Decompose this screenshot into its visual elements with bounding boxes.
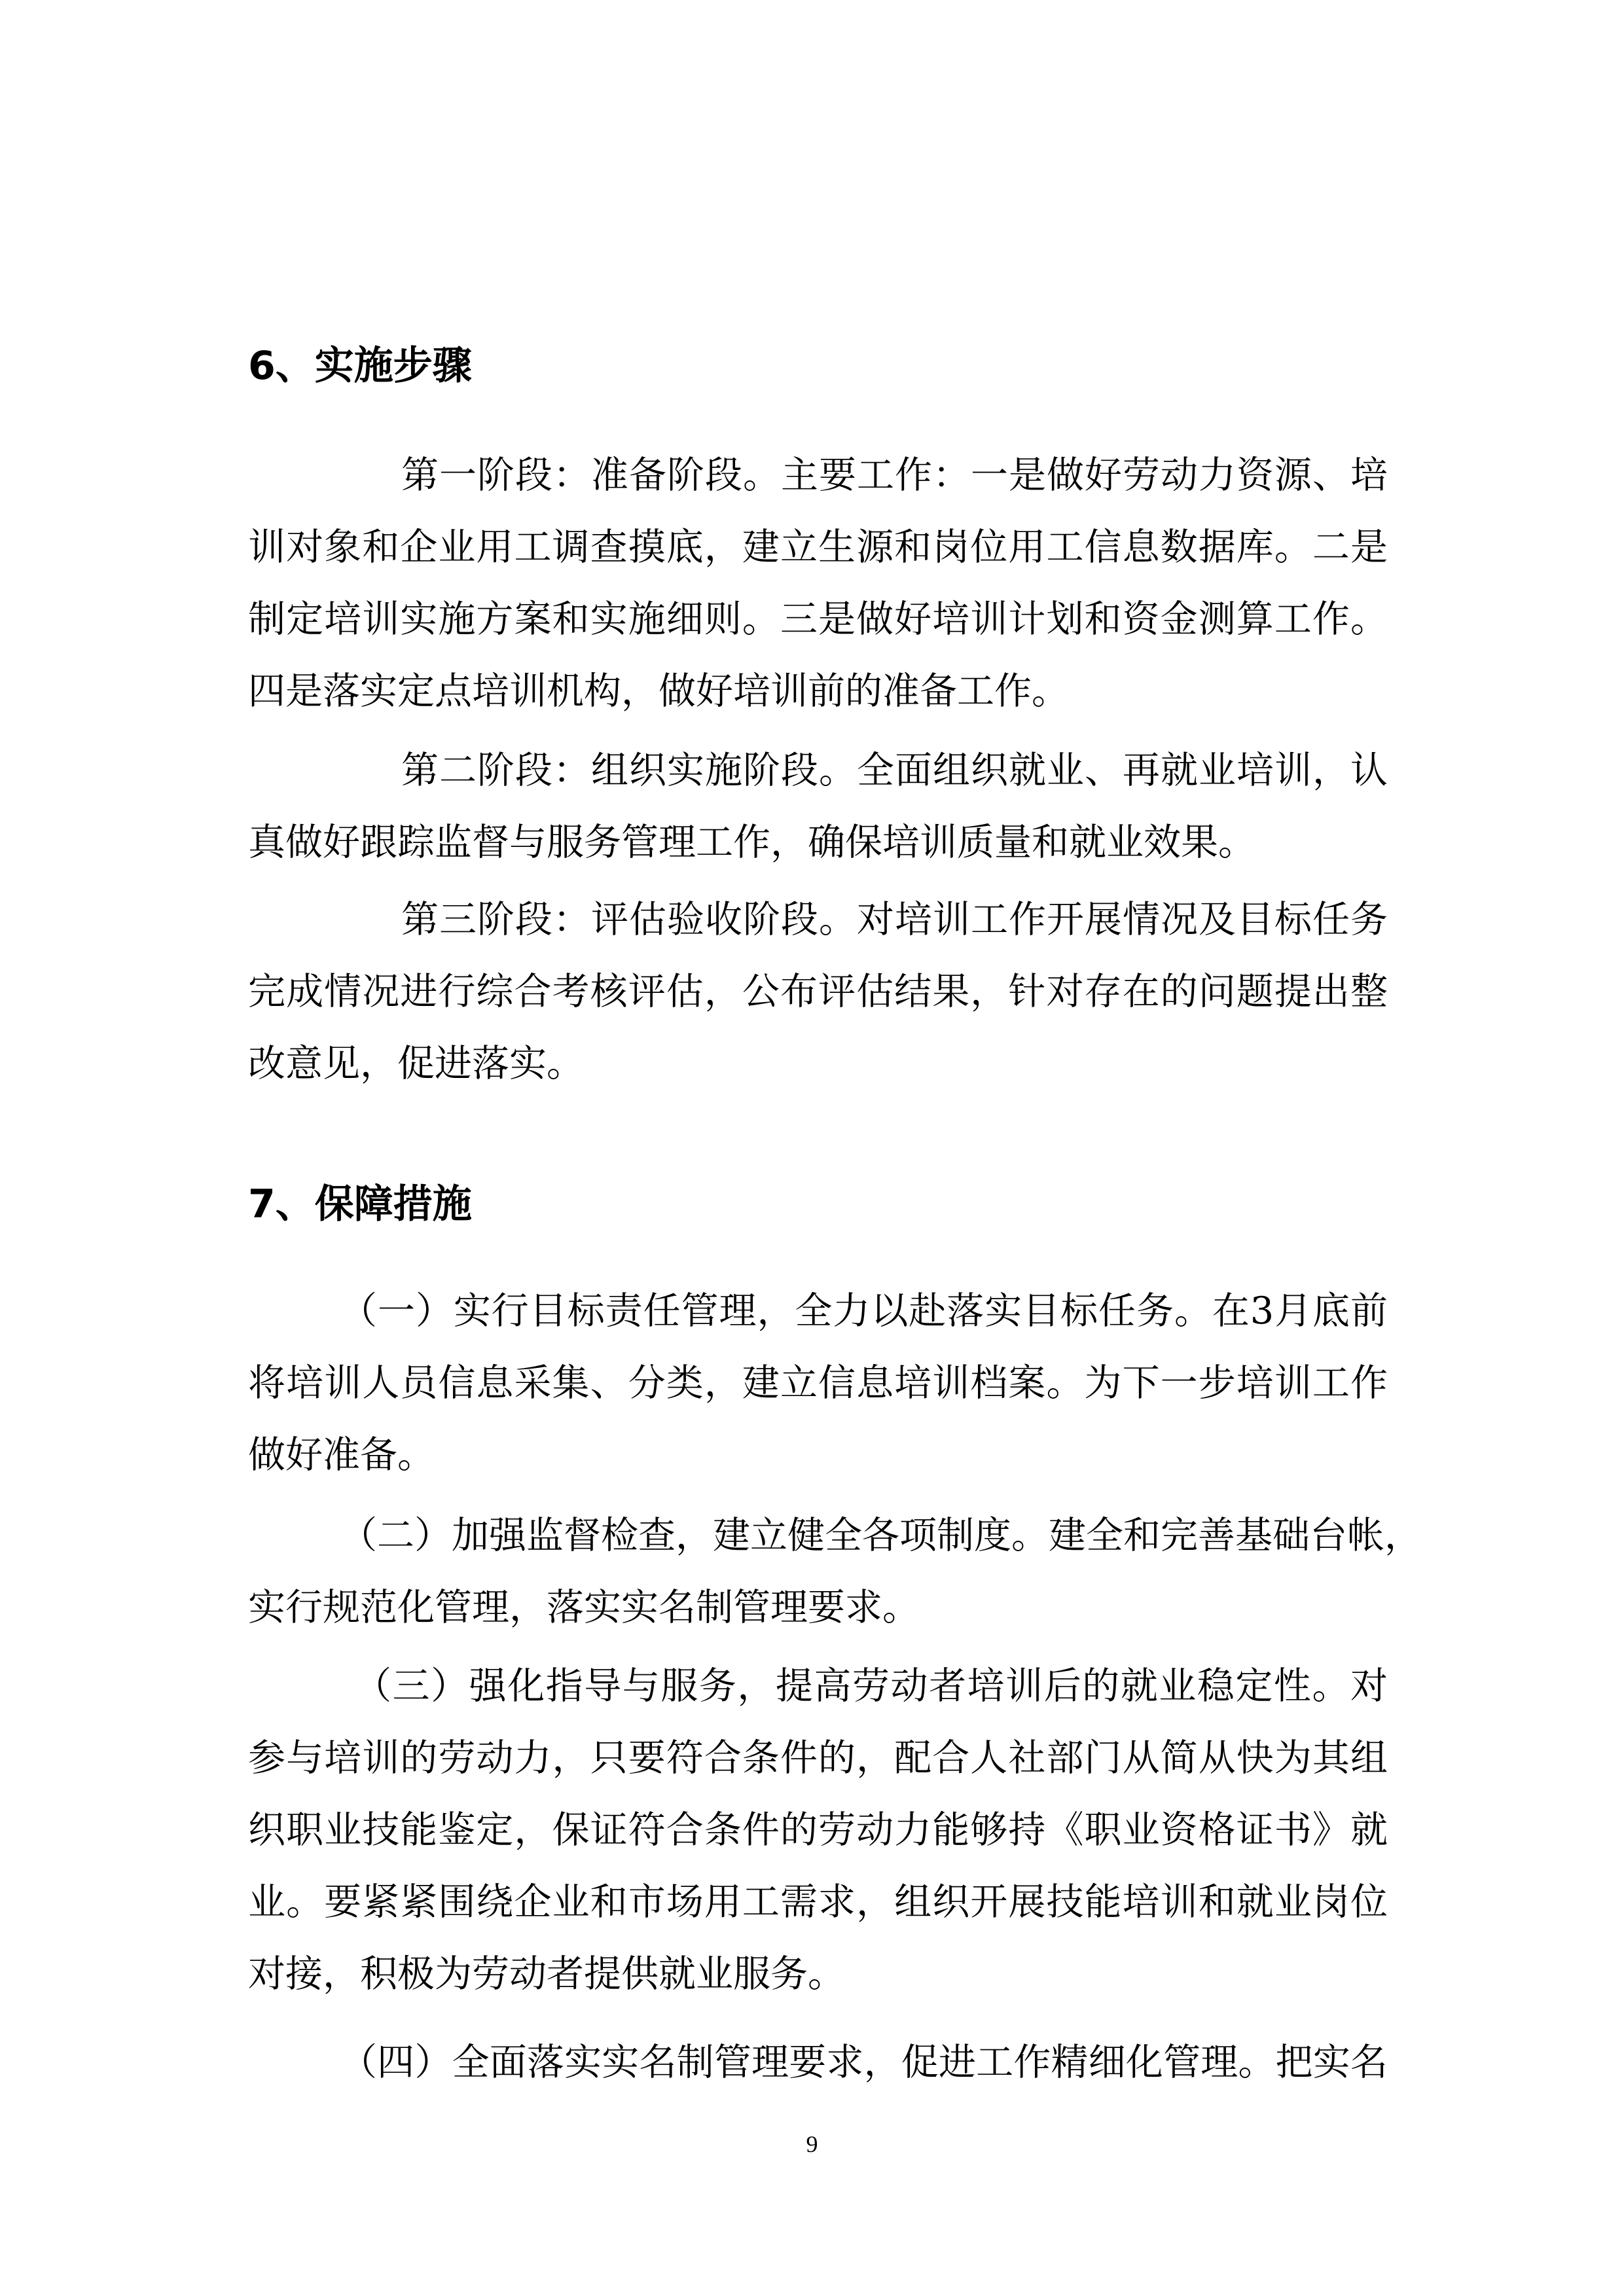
text-line: 实行规范化管理，落实实名制管理要求。: [248, 1586, 920, 1629]
text-line: 第一阶段：准备阶段。主要工作：一是做好劳动力资源、培: [401, 454, 1388, 497]
text-line: 对接，积极为劳动者提供就业服务。: [248, 1952, 845, 1996]
text-line: （三）强化指导与服务，提高劳动者培训后的就业稳定性。对: [354, 1664, 1388, 1708]
text-line: （一）实行目标责任管理，全力以赴落实目标任务。在3月底前: [340, 1289, 1388, 1333]
text-line: 织职业技能鉴定，保证符合条件的劳动力能够持《职业资格证书》就: [248, 1808, 1388, 1852]
paragraph-measure-4: [248, 2026, 1388, 2098]
text-line: 四是落实定点培训机构，做好培训前的准备工作。: [248, 670, 1069, 713]
text-line: 完成情况进行综合考核评估，公布评估结果，针对存在的问题提出整: [248, 970, 1388, 1013]
paragraph-stage-2: [248, 734, 1388, 878]
text-line: （四）全面落实实名制管理要求，促进工作精细化管理。把实名: [340, 2041, 1388, 2084]
text-line: 将培训人员信息采集、分类，建立信息培训档案。为下一步培训工作: [248, 1361, 1388, 1405]
text-line: 训对象和企业用工调查摸底，建立生源和岗位用工信息数据库。二是: [248, 526, 1388, 569]
text-line: 改意见，促进落实。: [248, 1042, 584, 1085]
paragraph-measure-1: [248, 1275, 1388, 1491]
paragraph-measure-3: [248, 1650, 1388, 2010]
text-line: 第二阶段：组织实施阶段。全面组织就业、再就业培训，认: [401, 749, 1388, 792]
section-heading-6: 6、实施步骤: [248, 343, 472, 389]
text-line: （二）加强监督检查，建立健全各项制度。建全和完善基础台帐，: [340, 1514, 1422, 1557]
paragraph-measure-2: [248, 1499, 1422, 1643]
text-line: 参与培训的劳动力，只要符合条件的，配合人社部门从简从快为其组: [248, 1736, 1388, 1780]
paragraph-stage-3: [248, 884, 1388, 1100]
text-line: 做好准备。: [248, 1433, 435, 1477]
page-number: 9: [806, 2131, 818, 2157]
text-line: 第三阶段：评估验收阶段。对培训工作开展情况及目标任务: [401, 898, 1388, 941]
text-line: 真做好跟踪监督与服务管理工作，确保培训质量和就业效果。: [248, 821, 1255, 864]
text-line: 业。要紧紧围绕企业和市场用工需求，组织开展技能培训和就业岗位: [248, 1880, 1388, 1924]
paragraph-stage-1: [248, 439, 1388, 727]
section-heading-7: 7、保障措施: [248, 1181, 472, 1227]
text-line: 制定培训实施方案和实施细则。三是做好培训计划和资金测算工作。: [248, 598, 1388, 641]
